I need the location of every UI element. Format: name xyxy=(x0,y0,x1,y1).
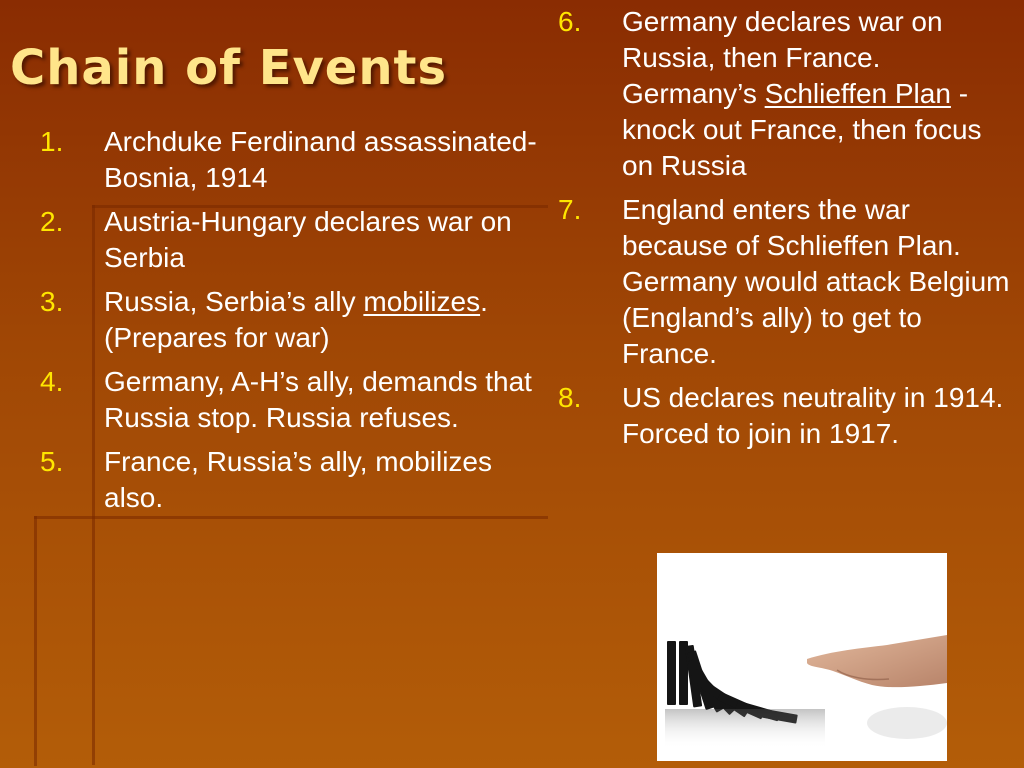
list-item xyxy=(558,192,1020,372)
dominoes-icon xyxy=(657,553,947,761)
item-text: Austria-Hungary declares war on Serbia xyxy=(104,206,512,273)
item-text-pre: Russia, Serbia’s ally xyxy=(104,286,364,317)
item-number: 8. xyxy=(558,382,582,413)
dominoes-image xyxy=(657,553,947,761)
item-text: France, Russia’s ally, mobilizes also. xyxy=(104,446,492,513)
decorative-line-left xyxy=(34,516,37,766)
list-item xyxy=(558,4,1020,184)
item-text: Archduke Ferdinand assassinated-Bosnia, 1914 xyxy=(104,126,537,193)
key-term-mobilizes: mobilizes xyxy=(363,286,481,317)
item-text-post: - knock out France, then focus on Russia xyxy=(622,78,982,181)
events-list-left xyxy=(40,124,540,524)
list-item xyxy=(40,284,540,356)
key-term-schlieffen-plan: Schlieffen Plan xyxy=(764,78,951,109)
item-text xyxy=(622,4,1020,184)
list-item xyxy=(40,444,540,516)
item-number: 2. xyxy=(40,206,64,237)
item-number: 6. xyxy=(558,6,582,37)
list-item xyxy=(40,124,540,196)
item-number: 4. xyxy=(40,366,64,397)
list-item xyxy=(40,204,540,276)
list-item xyxy=(40,364,540,436)
item-number: 7. xyxy=(558,194,582,225)
item-number: 1. xyxy=(40,126,64,157)
events-list-right xyxy=(558,4,1020,460)
item-text-post: . (Prepares for war) xyxy=(104,286,488,353)
item-text: England enters the war because of Schlieffen Plan. Germany would attack Belgium (England’s ally) to get to France. xyxy=(622,194,1010,369)
item-text: US declares neutrality in 1914. Forced to join in 1917. xyxy=(622,382,1004,449)
item-number: 3. xyxy=(40,286,64,317)
item-text-pre: Germany declares war on Russia, then France. Germany’s xyxy=(622,6,943,109)
item-text: Germany, A-H’s ally, demands that Russia stop. Russia refuses. xyxy=(104,366,532,433)
list-item xyxy=(558,380,1020,452)
item-number: 5. xyxy=(40,446,64,477)
item-text xyxy=(104,284,540,356)
slide-title: Chain of Events xyxy=(10,40,448,96)
